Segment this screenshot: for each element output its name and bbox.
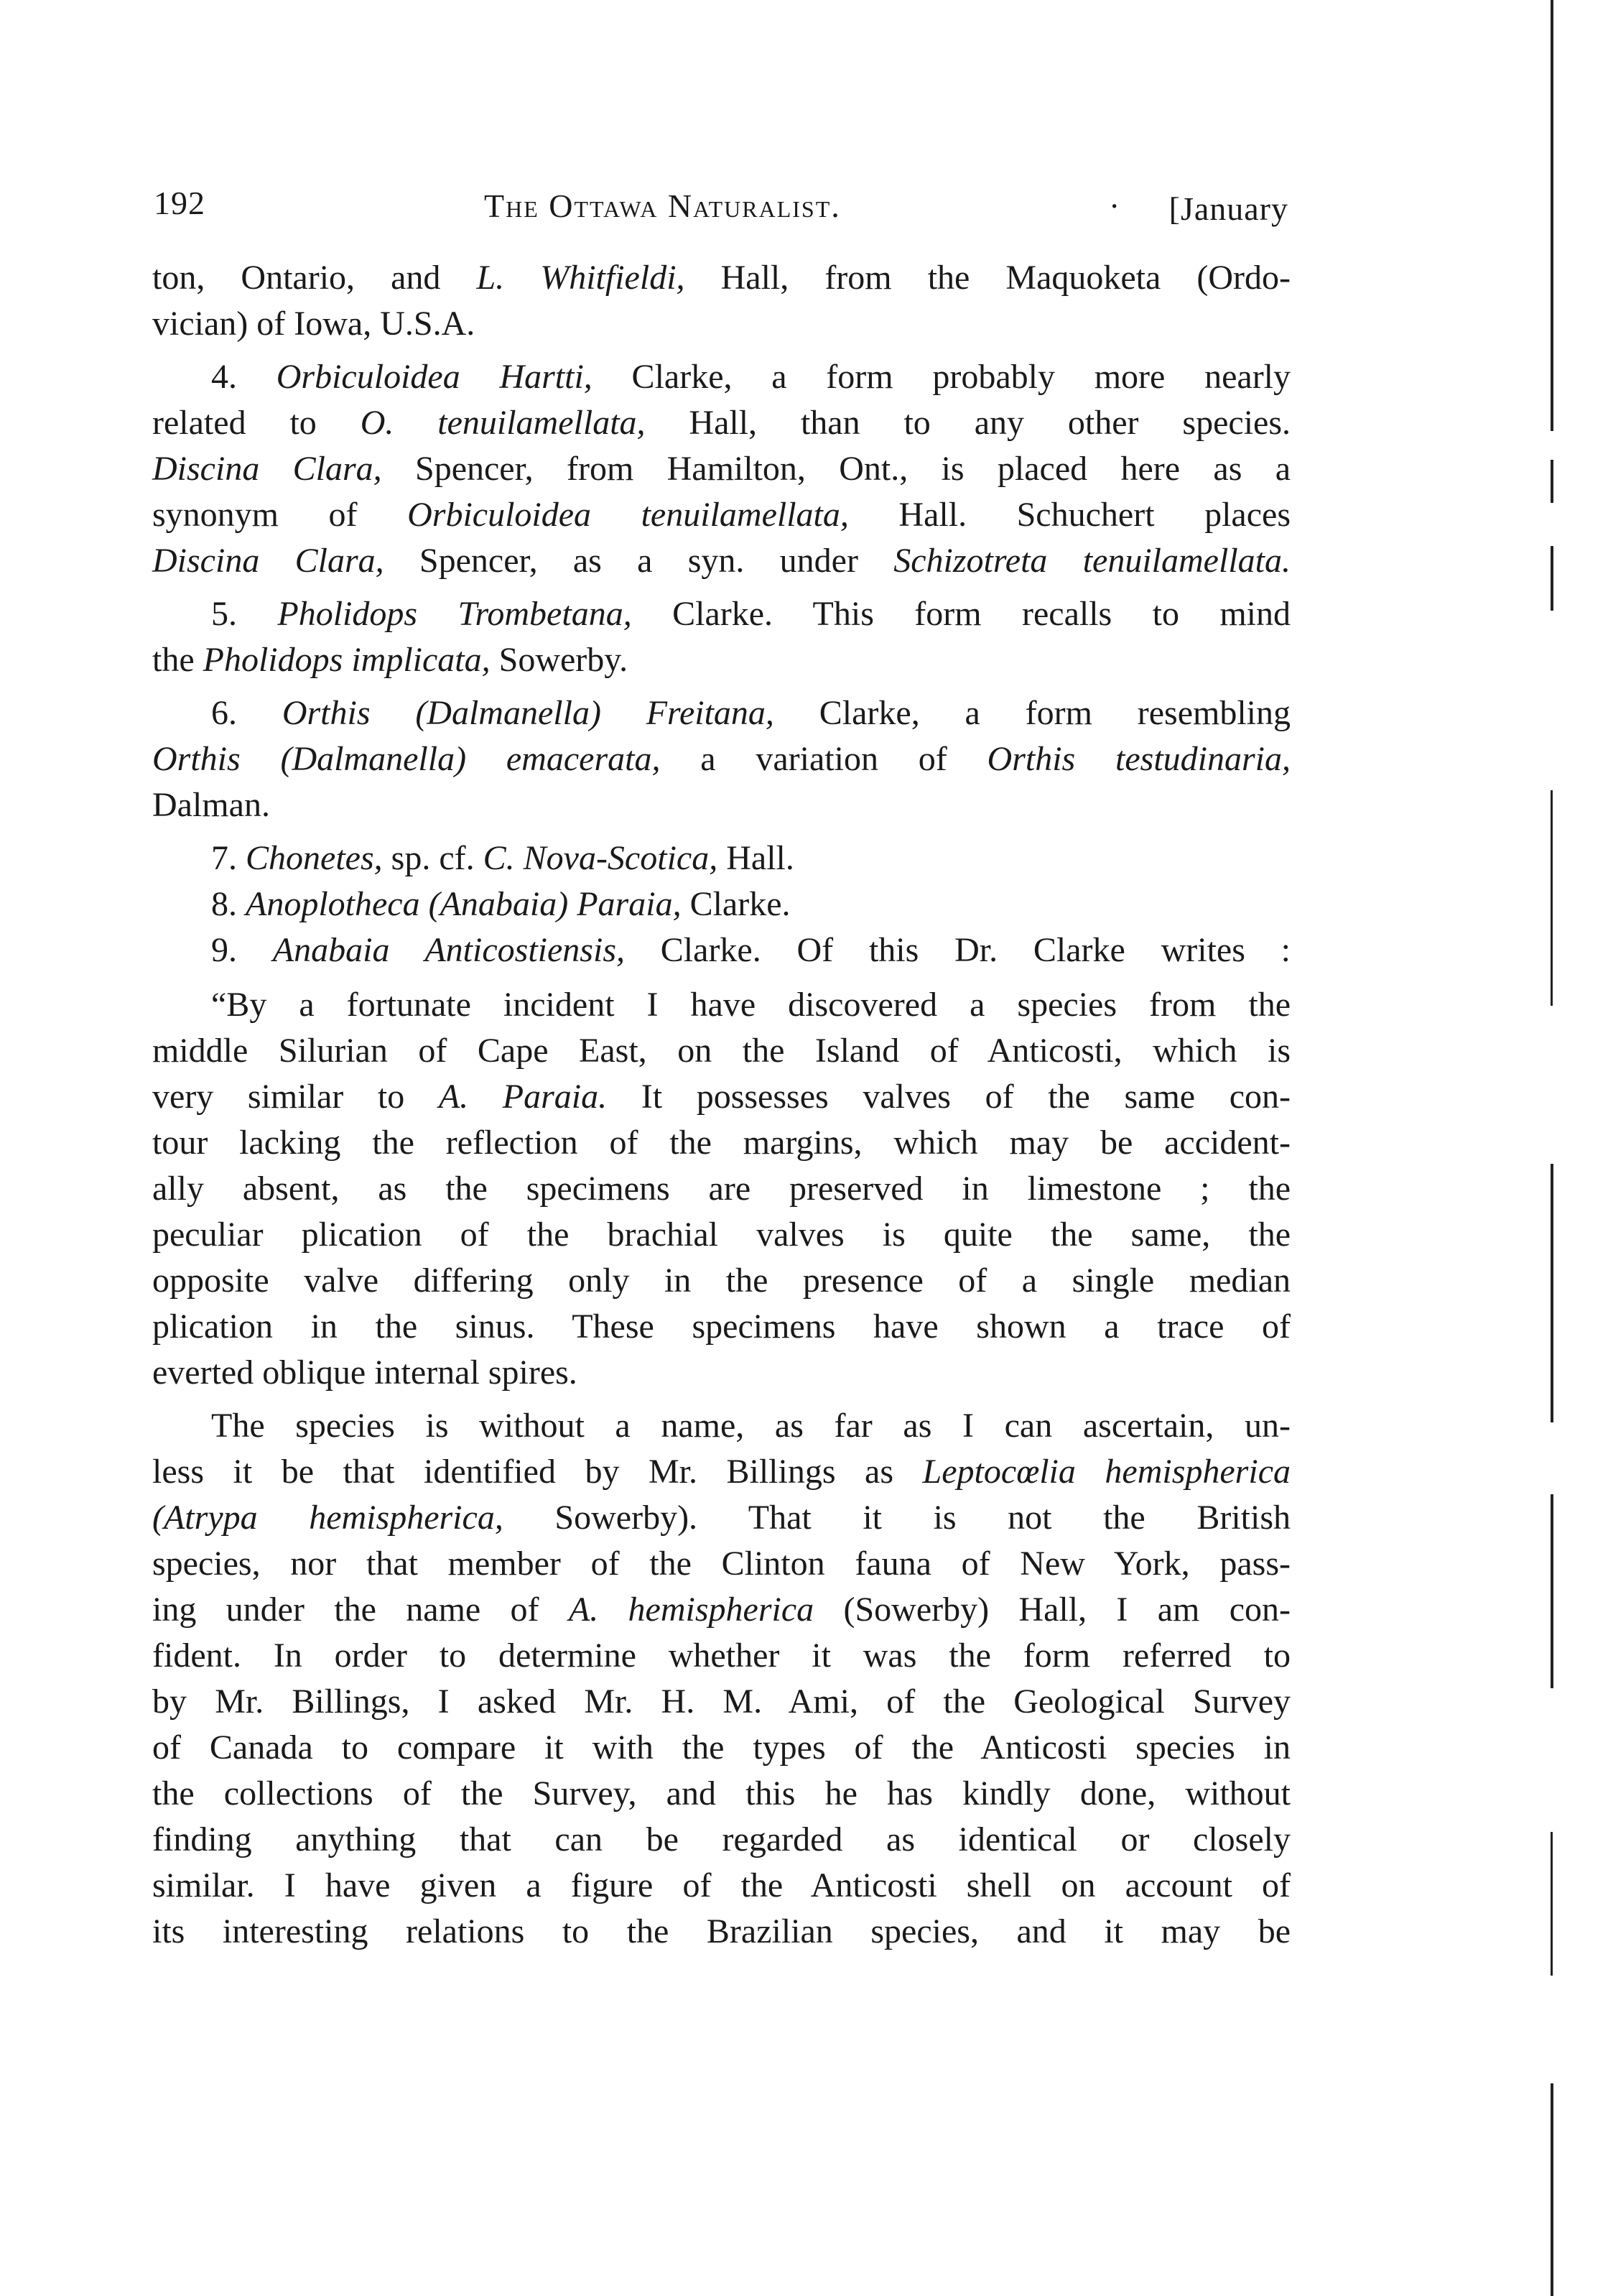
text-line: 7. Chonetes, sp. cf. C. Nova-Scotica, Hall. — [211, 839, 794, 877]
text-line: plication in the sinus. These specimens have shown a trace of — [152, 1307, 1291, 1346]
text-line: similar. I have given a figure of the Anticosti shell on account of — [152, 1866, 1291, 1904]
edge-mark — [1551, 1494, 1553, 1688]
edge-mark — [1551, 1832, 1553, 1976]
text-line: The species is without a name, as far as I can ascertain, un- — [211, 1407, 1291, 1445]
clarke-quotation — [152, 982, 1291, 1396]
text-line: 4. Orbiculoidea Hartti, Clarke, a form probably more nearly — [211, 358, 1291, 396]
species-item-4 — [152, 354, 1291, 584]
text-line: less it be that identified by Mr. Billings as Leptocœlia hemispherica — [152, 1453, 1291, 1491]
species-item-7 — [152, 835, 1291, 881]
text-line: Discina Clara, Spencer, as a syn. under Schizotreta tenuilamellata. — [152, 542, 1291, 580]
text-line: tour lacking the reflection of the margins, which may be accident- — [152, 1124, 1291, 1162]
scan-edge-marks — [1551, 0, 1555, 2296]
edge-mark — [1551, 790, 1553, 1006]
text-line: 9. Anabaia Anticostiensis, Clarke. Of this Dr. Clarke writes : — [211, 931, 1291, 969]
edge-mark — [1551, 2083, 1553, 2296]
page-body — [152, 255, 1291, 1955]
header-dot: · — [1109, 188, 1121, 224]
text-line: “By a fortunate incident I have discovered a species from the — [211, 986, 1291, 1024]
text-line: everted oblique internal spires. — [152, 1353, 577, 1392]
paragraph-continuation — [152, 255, 1291, 347]
text-line: ally absent, as the specimens are preserved in limestone ; the — [152, 1170, 1291, 1208]
text-line: Dalman. — [152, 786, 270, 824]
edge-mark — [1551, 460, 1553, 503]
page-number: 192 — [154, 185, 205, 221]
text-line: Discina Clara, Spencer, from Hamilton, Ont., is placed here as a — [152, 450, 1291, 488]
text-line: opposite valve differing only in the presence of a single median — [152, 1262, 1291, 1300]
edge-mark — [1551, 1164, 1553, 1422]
text-line: vician) of Iowa, U.S.A. — [152, 305, 475, 343]
text-line: the collections of the Survey, and this he has kindly done, without — [152, 1774, 1291, 1813]
species-item-5 — [152, 591, 1291, 683]
text-line: the Pholidops implicata, Sowerby. — [152, 641, 628, 679]
text-line: synonym of Orbiculoidea tenuilamellata, Hall. Schuchert places — [152, 496, 1291, 534]
species-item-8 — [152, 881, 1291, 927]
species-item-6 — [152, 690, 1291, 828]
text-line: 8. Anoplotheca (Anabaia) Paraia, Clarke. — [211, 885, 791, 923]
text-line: finding anything that can be regarded as identical or closely — [152, 1820, 1291, 1858]
text-line: its interesting relations to the Brazilian species, and it may be — [152, 1912, 1291, 1950]
text-line: related to O. tenuilamellata, Hall, than to any other species. — [152, 404, 1291, 442]
text-line: middle Silurian of Cape East, on the Island of Anticosti, which is — [152, 1032, 1291, 1070]
journal-title: The Ottawa Naturalist. — [484, 188, 841, 224]
issue-month: [January — [1168, 190, 1288, 227]
species-item-9 — [152, 927, 1291, 973]
text-line: 5. Pholidops Trombetana, Clarke. This form recalls to mind — [211, 595, 1291, 633]
text-line: ing under the name of A. hemispherica (Sowerby) Hall, I am con- — [152, 1591, 1291, 1629]
text-line: fident. In order to determine whether it was the form referred to — [152, 1637, 1291, 1675]
text-line: species, nor that member of the Clinton fauna of New York, pass- — [152, 1545, 1291, 1583]
text-line: of Canada to compare it with the types of the Anticosti species in — [152, 1728, 1291, 1767]
discussion-paragraph — [152, 1403, 1291, 1955]
edge-mark — [1551, 0, 1553, 431]
text-line: (Atrypa hemispherica, Sowerby). That it is not the British — [152, 1499, 1291, 1537]
text-line: ton, Ontario, and L. Whitfieldi, Hall, from the Maquoketa (Ordo- — [152, 259, 1291, 297]
text-line: very similar to A. Paraia. It possesses valves of the same con- — [152, 1078, 1291, 1116]
text-line: Orthis (Dalmanella) emacerata, a variation of Orthis testudinaria, — [152, 740, 1291, 778]
edge-mark — [1551, 546, 1553, 611]
text-line: peculiar plication of the brachial valves is quite the same, the — [152, 1216, 1291, 1254]
running-header — [154, 178, 1288, 228]
text-line: by Mr. Billings, I asked Mr. H. M. Ami, of the Geological Survey — [152, 1682, 1291, 1721]
text-line: 6. Orthis (Dalmanella) Freitana, Clarke, a form resembling — [211, 694, 1291, 732]
